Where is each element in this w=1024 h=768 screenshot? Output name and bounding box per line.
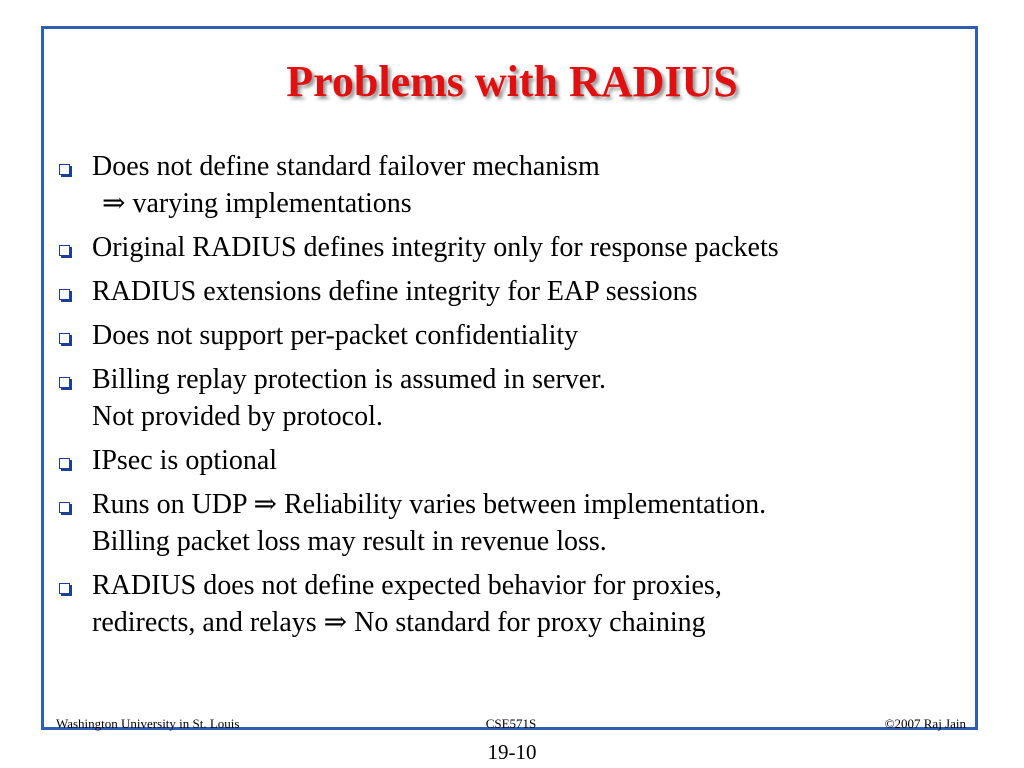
bullet-list <box>56 148 956 648</box>
bullet-text-continuation: Billing packet loss may result in revenue loss. <box>92 526 607 557</box>
slide-title: Problems with RADIUS <box>286 57 738 106</box>
page-number: 19-10 <box>487 740 537 764</box>
slide-footer <box>56 716 966 732</box>
bullet-text: IPsec is optional <box>92 445 278 476</box>
square-bullet-icon <box>59 502 70 513</box>
bullet-text: Original RADIUS defines integrity only for response packets <box>92 232 779 263</box>
bullet-item <box>56 486 956 560</box>
bullet-text-continuation: redirects, and relays ⇒ No standard for proxy chaining <box>92 607 706 638</box>
bullet-text: Runs on UDP ⇒ Reliability varies between implementation. <box>92 489 767 520</box>
square-bullet-icon <box>59 583 70 594</box>
footer-institution: Washington University in St. Louis <box>56 716 240 731</box>
square-bullet-icon <box>59 164 70 175</box>
bullet-text-continuation: ⇒ varying implementations <box>102 188 412 219</box>
bullet-item <box>56 317 956 354</box>
bullet-item <box>56 273 956 310</box>
bullet-item <box>56 567 956 641</box>
bullet-text: Does not support per-packet confidentiality <box>92 320 579 351</box>
bullet-item <box>56 361 956 435</box>
bullet-text-continuation: Not provided by protocol. <box>92 401 383 432</box>
bullet-text: Billing replay protection is assumed in server. <box>92 364 607 395</box>
square-bullet-icon <box>59 333 70 344</box>
bullet-item <box>56 148 956 222</box>
bullet-text: RADIUS extensions define integrity for EAP sessions <box>92 276 698 307</box>
bullet-item <box>56 229 956 266</box>
bullet-text: Does not define standard failover mechanism <box>92 151 600 182</box>
footer-course: CSE571S <box>485 716 537 731</box>
square-bullet-icon <box>59 377 70 388</box>
bullet-item <box>56 442 956 479</box>
square-bullet-icon <box>59 289 70 300</box>
square-bullet-icon <box>59 245 70 256</box>
bullet-text: RADIUS does not define expected behavior for proxies, <box>92 570 722 601</box>
square-bullet-icon <box>59 458 70 469</box>
footer-copyright: ©2007 Raj Jain <box>884 716 966 731</box>
